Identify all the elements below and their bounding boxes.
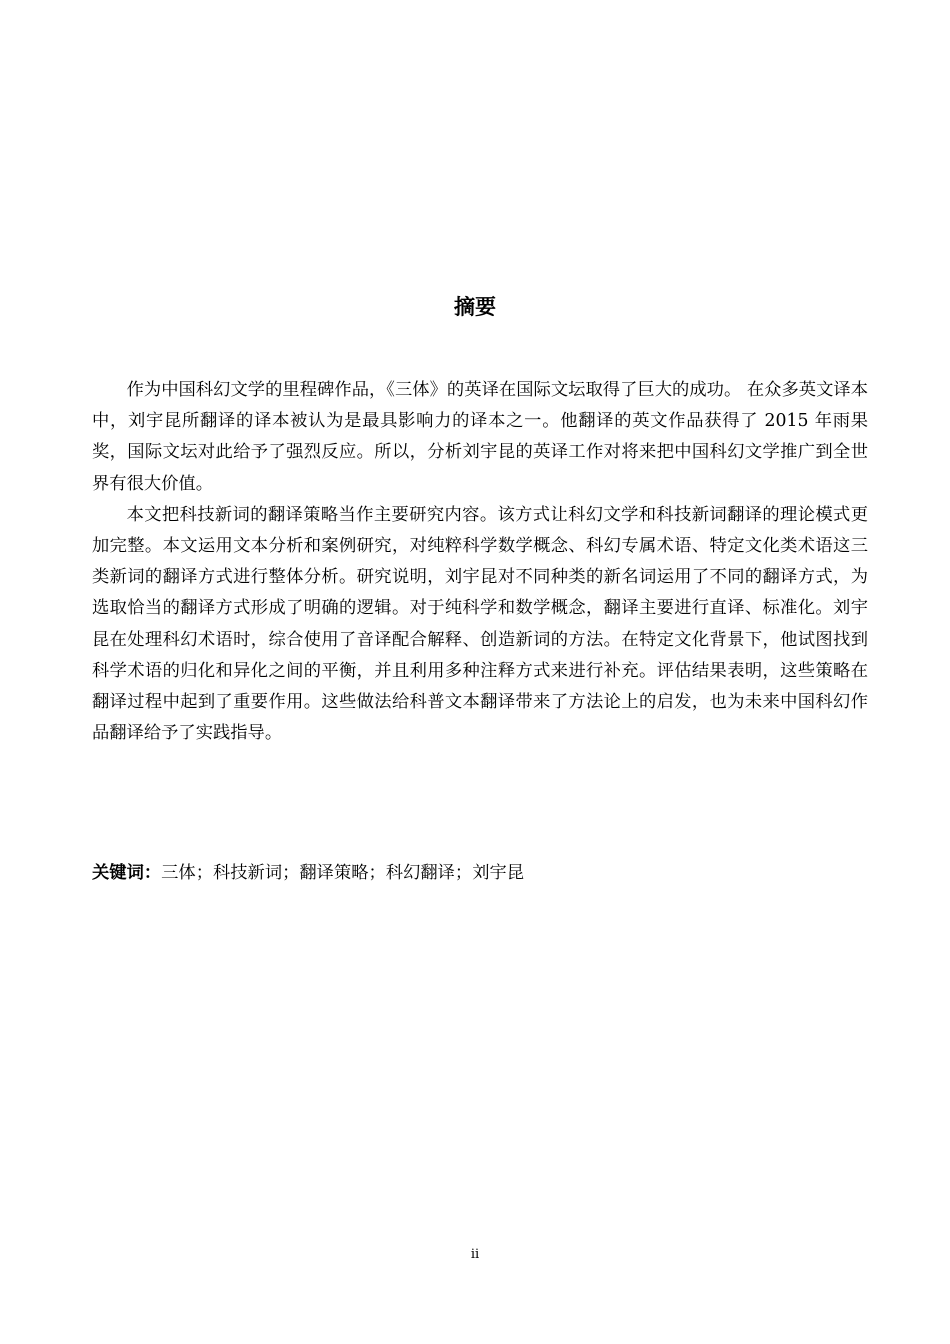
keywords-label: 关键词： bbox=[92, 863, 162, 883]
abstract-paragraph-1: 作为中国科幻文学的里程碑作品，《三体》的英译在国际文坛取得了巨大的成功。 在众多英文译本中，刘宇昆所翻译的译本被认为是最具影响力的译本之一。他翻译的英文作品获得了 2015 年雨果奖，国际文坛对此给予了强烈反应。所以，分析刘宇昆的英译工作对将来把中国科幻文学推广到全世界有很大价值。 bbox=[92, 380, 868, 494]
abstract-paragraph-2: 本文把科技新词的翻译策略当作主要研究内容。该方式让科幻文学和科技新词翻译的理论模式更加完整。本文运用文本分析和案例研究，对纯粹科学数学概念、科幻专属术语、特定文化类术语这三类新词的翻译方式进行整体分析。研究说明，刘宇昆对不同种类的新名词运用了不同的翻译方式，为选取恰当的翻译方式形成了明确的逻辑。对于纯科学和数学概念，翻译主要进行直译、标准化。刘宇昆在处理科幻术语时，综合使用了音译配合解释、创造新词的方法。在特定文化背景下，他试图找到科学术语的归化和异化之间的平衡，并且利用多种注释方式来进行补充。评估结果表明，这些策略在翻译过程中起到了重要作用。这些做法给科普文本翻译带来了方法论上的启发，也为未来中国科幻作品翻译给予了实践指导。 bbox=[92, 504, 868, 744]
page-title: 摘要 bbox=[454, 295, 496, 319]
page-number: ii bbox=[470, 1247, 480, 1262]
keywords-line bbox=[92, 858, 868, 888]
abstract-body bbox=[92, 375, 868, 749]
keywords-list: 三体；科技新词；翻译策略；科幻翻译；刘宇昆 bbox=[161, 863, 525, 883]
